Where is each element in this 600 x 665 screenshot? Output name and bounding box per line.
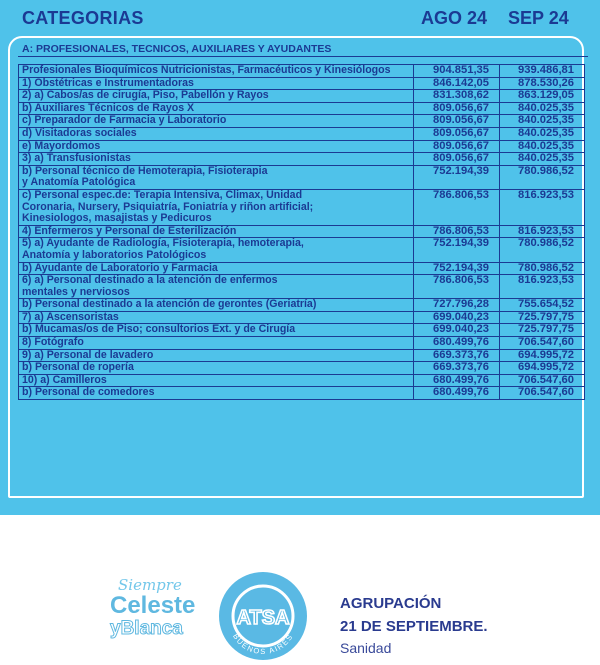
category-label: b) Personal de comedores bbox=[19, 387, 414, 400]
table-row bbox=[19, 275, 585, 299]
value-ago: 669.373,76 bbox=[414, 362, 500, 375]
value-ago: 831.308,62 bbox=[414, 90, 500, 103]
value-sep: 780.986,52 bbox=[500, 238, 585, 262]
category-label: 5) a) Ayudante de Radiología, Fisioterapia, hemoterapia, Anatomía y laboratorios Patológicos bbox=[19, 238, 414, 262]
category-label: 7) a) Ascensoristas bbox=[19, 311, 414, 324]
category-label: d) Visitadoras sociales bbox=[19, 127, 414, 140]
category-label: b) Auxiliares Técnicos de Rayos X bbox=[19, 102, 414, 115]
value-sep: 755.654,52 bbox=[500, 299, 585, 312]
table-row bbox=[19, 115, 585, 128]
agrupacion-block bbox=[340, 595, 540, 656]
category-label: b) Personal destinado a la atención de gerontes (Geriatría) bbox=[19, 299, 414, 312]
value-ago: 809.056,67 bbox=[414, 102, 500, 115]
value-ago: 752.194,39 bbox=[414, 165, 500, 189]
value-sep: 816.923,53 bbox=[500, 225, 585, 238]
value-ago: 786.806,53 bbox=[414, 225, 500, 238]
salary-table-body bbox=[19, 65, 585, 400]
agrupacion-subtitle: Sanidad bbox=[340, 640, 392, 656]
value-sep: 878.530,26 bbox=[500, 77, 585, 90]
salary-table bbox=[18, 64, 585, 400]
value-ago: 786.806,53 bbox=[414, 275, 500, 299]
value-sep: 694.995,72 bbox=[500, 362, 585, 375]
category-label: b) Personal técnico de Hemoterapia, Fisioterapia y Anatomía Patológica bbox=[19, 165, 414, 189]
category-label: 3) a) Transfusionistas bbox=[19, 153, 414, 166]
value-sep: 725.797,75 bbox=[500, 311, 585, 324]
value-sep: 840.025,35 bbox=[500, 153, 585, 166]
celeste-logo-line2: Celeste bbox=[110, 592, 196, 619]
month-sep-heading: SEP 24 bbox=[508, 8, 569, 28]
value-sep: 780.986,52 bbox=[500, 262, 585, 275]
table-row bbox=[19, 225, 585, 238]
categorias-heading: CATEGORIAS bbox=[22, 8, 144, 28]
value-ago: 727.796,28 bbox=[414, 299, 500, 312]
table-row bbox=[19, 140, 585, 153]
category-label: 2) a) Cabos/as de cirugía, Piso, Pabellón y Rayos bbox=[19, 90, 414, 103]
table-row bbox=[19, 324, 585, 337]
value-ago: 680.499,76 bbox=[414, 374, 500, 387]
value-sep: 840.025,35 bbox=[500, 115, 585, 128]
atsa-logo-text: ATSA bbox=[236, 607, 290, 629]
value-ago: 904.851,35 bbox=[414, 65, 500, 78]
value-ago: 809.056,67 bbox=[414, 140, 500, 153]
table-row bbox=[19, 90, 585, 103]
header-row bbox=[22, 8, 580, 30]
value-sep: 816.923,53 bbox=[500, 275, 585, 299]
value-sep: 863.129,05 bbox=[500, 90, 585, 103]
value-ago: 680.499,76 bbox=[414, 387, 500, 400]
value-sep: 780.986,52 bbox=[500, 165, 585, 189]
value-sep: 706.547,60 bbox=[500, 337, 585, 350]
value-sep: 840.025,35 bbox=[500, 140, 585, 153]
value-sep: 694.995,72 bbox=[500, 349, 585, 362]
value-sep: 706.547,60 bbox=[500, 374, 585, 387]
value-ago: 680.499,76 bbox=[414, 337, 500, 350]
value-sep: 939.486,81 bbox=[500, 65, 585, 78]
value-sep: 725.797,75 bbox=[500, 324, 585, 337]
value-sep: 840.025,35 bbox=[500, 102, 585, 115]
category-label: Profesionales Bioquímicos Nutricionistas, Farmacéuticos y Kinesiólogos bbox=[19, 65, 414, 78]
table-row bbox=[19, 311, 585, 324]
value-ago: 786.806,53 bbox=[414, 189, 500, 225]
celeste-logo-line1: Siempre bbox=[118, 576, 182, 594]
agrupacion-date: 21 DE SEPTIEMBRE. bbox=[340, 618, 488, 635]
category-label: 6) a) Personal destinado a la atención de enfermos mentales y nerviosos bbox=[19, 275, 414, 299]
category-label: b) Personal de ropería bbox=[19, 362, 414, 375]
category-label: 8) Fotógrafo bbox=[19, 337, 414, 350]
table-row bbox=[19, 165, 585, 189]
value-ago: 809.056,67 bbox=[414, 115, 500, 128]
table-row bbox=[19, 362, 585, 375]
table-row bbox=[19, 299, 585, 312]
table-row bbox=[19, 387, 585, 400]
table-row bbox=[19, 127, 585, 140]
value-ago: 669.373,76 bbox=[414, 349, 500, 362]
value-ago: 752.194,39 bbox=[414, 238, 500, 262]
category-label: 1) Obstétricas e Instrumentadoras bbox=[19, 77, 414, 90]
table-row bbox=[19, 102, 585, 115]
table-row bbox=[19, 349, 585, 362]
section-title: A: PROFESIONALES, TECNICOS, AUXILIARES Y AYUDANTES bbox=[18, 42, 588, 57]
agrupacion-title: AGRUPACIÓN bbox=[340, 595, 442, 612]
celeste-logo-line3: yBlanca bbox=[110, 618, 183, 639]
category-label: 10) a) Camilleros bbox=[19, 374, 414, 387]
atsa-logo-ring-text: BUENOS AIRES bbox=[231, 631, 295, 657]
value-sep: 706.547,60 bbox=[500, 387, 585, 400]
value-ago: 699.040,23 bbox=[414, 311, 500, 324]
table-row bbox=[19, 189, 585, 225]
value-ago: 752.194,39 bbox=[414, 262, 500, 275]
category-label: 4) Enfermeros y Personal de Esterilización bbox=[19, 225, 414, 238]
value-sep: 840.025,35 bbox=[500, 127, 585, 140]
month-ago-heading: AGO 24 bbox=[421, 8, 488, 28]
category-label: 9) a) Personal de lavadero bbox=[19, 349, 414, 362]
table-row bbox=[19, 262, 585, 275]
table-row bbox=[19, 337, 585, 350]
table-row bbox=[19, 65, 585, 78]
category-label: c) Preparador de Farmacia y Laboratorio bbox=[19, 115, 414, 128]
category-label: c) Personal espec.de: Terapia Intensiva, Climax, Unidad Coronaria, Nursery, Psiquiatría, Foniatría y riñon artificial; Kinesiologos, masajistas y Pedicuros bbox=[19, 189, 414, 225]
value-ago: 809.056,67 bbox=[414, 153, 500, 166]
value-sep: 816.923,53 bbox=[500, 189, 585, 225]
value-ago: 846.142,05 bbox=[414, 77, 500, 90]
value-ago: 809.056,67 bbox=[414, 127, 500, 140]
category-label: b) Ayudante de Laboratorio y Farmacia bbox=[19, 262, 414, 275]
table-row bbox=[19, 77, 585, 90]
table-row bbox=[19, 374, 585, 387]
celeste-blanca-logo bbox=[100, 576, 210, 648]
table-row bbox=[19, 238, 585, 262]
atsa-logo bbox=[215, 570, 311, 662]
value-ago: 699.040,23 bbox=[414, 324, 500, 337]
category-label: e) Mayordomos bbox=[19, 140, 414, 153]
category-label: b) Mucamas/os de Piso; consultorios Ext. y de Cirugía bbox=[19, 324, 414, 337]
table-row bbox=[19, 153, 585, 166]
